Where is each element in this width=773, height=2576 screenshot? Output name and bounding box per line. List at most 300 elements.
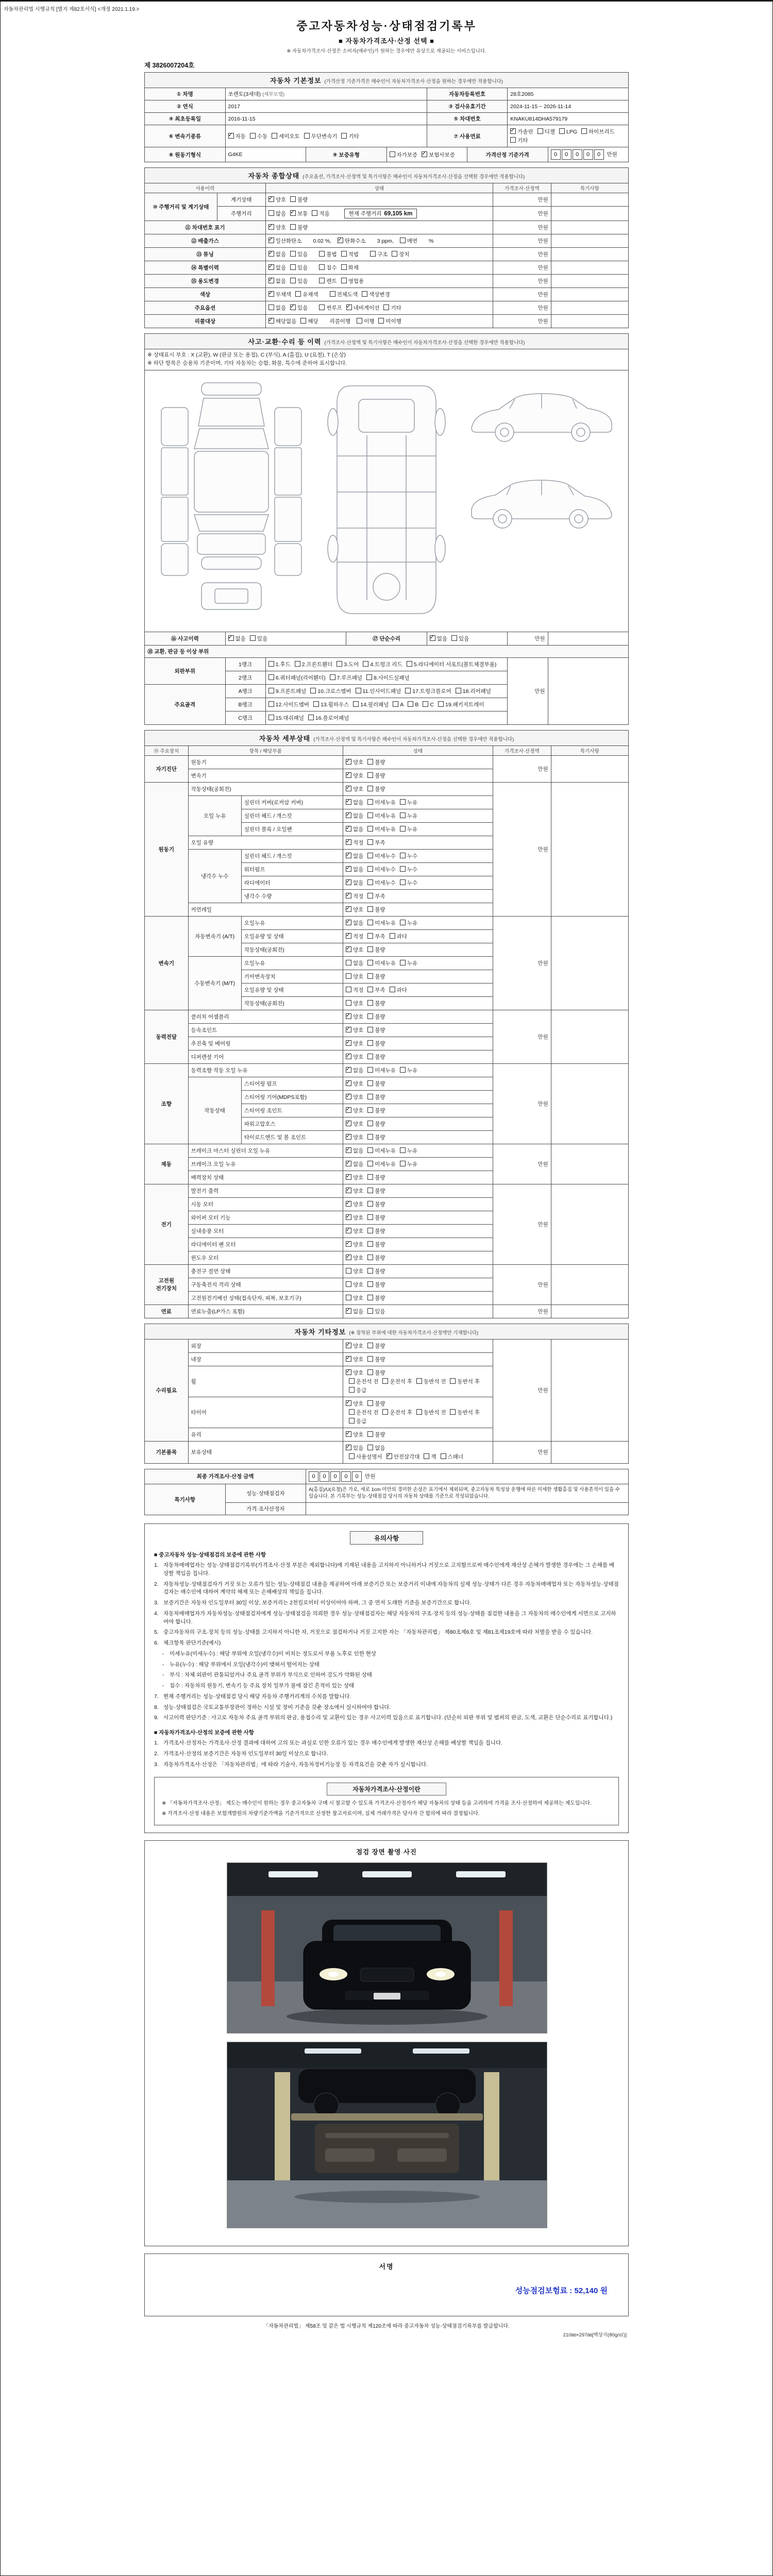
checkbox-unchecked-icon bbox=[450, 1378, 456, 1384]
option-미세누유[interactable] bbox=[367, 1147, 396, 1155]
option-가솔린[interactable] bbox=[510, 128, 533, 135]
option-사용설명서[interactable] bbox=[349, 1453, 382, 1461]
option-양호[interactable] bbox=[268, 196, 286, 204]
item-label: 브레이크 오일 누유 bbox=[188, 1157, 343, 1171]
option-불량[interactable] bbox=[367, 1133, 385, 1141]
checkbox-checked-icon bbox=[268, 224, 274, 230]
notice-item-no: - bbox=[162, 1650, 164, 1657]
price-appraisal-info-line: ※ 「자동차가격조사·산정」 제도는 매수인이 원하는 경우 중고자동차 구매 시 참고할 수 있도록 가격조사·산정자가 해당 자동차의 상태 등을 고려하여 가격을 조사·산정하여 제공하는 제도입니다. bbox=[162, 1801, 592, 1807]
option-불량[interactable] bbox=[367, 973, 385, 980]
accident-history-label: ⑯ 사고이력 bbox=[145, 632, 226, 645]
option-불량[interactable] bbox=[367, 1187, 385, 1195]
option-누수[interactable] bbox=[400, 866, 417, 873]
checkbox-unchecked-icon bbox=[370, 251, 376, 257]
option-누유[interactable] bbox=[400, 825, 417, 833]
base-price-cell bbox=[548, 147, 629, 162]
option-없음[interactable] bbox=[268, 277, 286, 285]
option-없음[interactable] bbox=[346, 959, 363, 967]
note-cell bbox=[551, 916, 628, 1010]
option-label: 누유 bbox=[407, 826, 418, 833]
option-누유[interactable] bbox=[400, 812, 417, 820]
option-양호[interactable] bbox=[346, 1294, 363, 1302]
option-없음[interactable] bbox=[346, 1147, 363, 1155]
option-불량[interactable] bbox=[367, 1200, 385, 1208]
option-양호[interactable] bbox=[346, 1080, 363, 1088]
option-잭[interactable] bbox=[424, 1453, 436, 1461]
option-기타[interactable] bbox=[383, 304, 401, 312]
option-불량[interactable] bbox=[367, 1013, 385, 1021]
option-있음[interactable] bbox=[250, 635, 267, 642]
option-있음[interactable] bbox=[451, 635, 469, 642]
option-불량[interactable] bbox=[367, 1093, 385, 1101]
option-영업용[interactable] bbox=[341, 277, 364, 285]
checkbox-unchecked-icon bbox=[367, 1080, 373, 1086]
option-label: 부족 bbox=[375, 987, 385, 993]
option-양호[interactable] bbox=[346, 946, 363, 954]
option-불량[interactable] bbox=[367, 1254, 385, 1262]
note-cell bbox=[548, 657, 629, 724]
option-label: 2.프론트휀더 bbox=[301, 661, 333, 668]
option-안전삼각대[interactable] bbox=[386, 1453, 420, 1461]
option-양호[interactable] bbox=[346, 1267, 363, 1275]
option-불량[interactable] bbox=[367, 1267, 385, 1275]
option-label: 불량 bbox=[375, 906, 385, 913]
note-cell bbox=[551, 1304, 628, 1318]
option-색상변경[interactable] bbox=[362, 291, 390, 298]
option-불량[interactable] bbox=[367, 1080, 385, 1088]
option-없음[interactable] bbox=[346, 812, 363, 820]
option-없음[interactable] bbox=[346, 825, 363, 833]
option-미세누수[interactable] bbox=[367, 866, 396, 873]
option-적법[interactable] bbox=[341, 250, 359, 258]
option-불량[interactable] bbox=[367, 1053, 385, 1061]
option-없음[interactable] bbox=[346, 799, 363, 806]
option-양호[interactable] bbox=[346, 999, 363, 1007]
checkbox-checked-icon bbox=[346, 879, 351, 885]
option-불량[interactable] bbox=[367, 1294, 385, 1302]
car-diagram-underbody-frame bbox=[320, 379, 453, 623]
option-자가보증[interactable] bbox=[390, 151, 418, 159]
option-불량[interactable] bbox=[367, 1241, 385, 1248]
item-state bbox=[343, 1224, 493, 1238]
option-양호[interactable] bbox=[346, 1369, 363, 1377]
option-적정[interactable] bbox=[346, 839, 363, 846]
option-침수[interactable] bbox=[319, 264, 337, 272]
option-기타[interactable] bbox=[341, 132, 359, 140]
checkbox-unchecked-icon bbox=[400, 799, 406, 805]
price-digit: 0 bbox=[583, 149, 593, 160]
option-부족[interactable] bbox=[367, 986, 385, 994]
option-없음[interactable] bbox=[346, 852, 363, 860]
option-탄화수소[interactable] bbox=[338, 237, 366, 245]
option-적음[interactable] bbox=[312, 210, 329, 217]
option-불량[interactable] bbox=[367, 1040, 385, 1047]
option-양호[interactable] bbox=[346, 772, 363, 779]
option-양호[interactable] bbox=[346, 973, 363, 980]
option-불량[interactable] bbox=[367, 1120, 385, 1128]
option-이행[interactable] bbox=[357, 317, 374, 325]
option-없음[interactable] bbox=[346, 866, 363, 873]
option-label: 불량 bbox=[375, 1121, 385, 1127]
rank-items bbox=[265, 698, 508, 711]
option-불량[interactable] bbox=[367, 1281, 385, 1289]
option-양호[interactable] bbox=[346, 1026, 363, 1034]
notice-item bbox=[154, 1671, 619, 1680]
detail-row bbox=[145, 755, 629, 769]
option-미세누수[interactable] bbox=[367, 879, 396, 887]
detail-row bbox=[145, 1010, 629, 1023]
section-header-overall bbox=[145, 168, 629, 183]
option-양호[interactable] bbox=[346, 1281, 363, 1289]
option-적정[interactable] bbox=[346, 892, 363, 900]
checkbox-unchecked-icon bbox=[341, 251, 347, 257]
option-12.사이드멤버[interactable] bbox=[268, 701, 309, 708]
option-A[interactable] bbox=[393, 701, 404, 708]
option-미이행[interactable] bbox=[378, 317, 401, 325]
option-누유[interactable] bbox=[400, 919, 417, 927]
row-label: ⑮ 용도변경 bbox=[145, 275, 266, 288]
option-label: 없음 bbox=[275, 278, 287, 284]
option-미세누유[interactable] bbox=[367, 812, 396, 820]
item-state bbox=[343, 1130, 493, 1144]
option-양호[interactable] bbox=[346, 906, 363, 913]
field-label-engine: ⑧ 원동기형식 bbox=[145, 147, 226, 162]
checkbox-checked-icon bbox=[268, 238, 274, 243]
option-양호[interactable] bbox=[346, 1107, 363, 1114]
option-있음[interactable] bbox=[290, 277, 308, 285]
item-label: 구동축전지 격리 상태 bbox=[188, 1278, 343, 1291]
checkbox-checked-icon bbox=[346, 933, 351, 939]
option-썬루프[interactable] bbox=[319, 304, 342, 312]
option-label: 양호 bbox=[352, 1255, 364, 1261]
lift-post-right bbox=[499, 1910, 513, 2006]
option-1.후드[interactable] bbox=[268, 660, 291, 668]
option-불량[interactable] bbox=[367, 1355, 385, 1363]
option-불량[interactable] bbox=[367, 1342, 385, 1350]
option-있음[interactable] bbox=[290, 304, 308, 312]
option-디젤[interactable] bbox=[537, 128, 555, 135]
option-11.인사이드패널[interactable] bbox=[356, 687, 401, 695]
option-label: 양호 bbox=[352, 1000, 364, 1007]
option-9.프론트패널[interactable] bbox=[268, 687, 306, 695]
checkbox-unchecked-icon bbox=[450, 1409, 456, 1415]
option-누유[interactable] bbox=[400, 1066, 417, 1074]
option-label: 없음 bbox=[352, 1147, 364, 1154]
option-불량[interactable] bbox=[367, 1227, 385, 1235]
option-17.트렁크플로어[interactable] bbox=[405, 687, 451, 695]
option-B[interactable] bbox=[408, 701, 418, 708]
option-누수[interactable] bbox=[400, 879, 417, 887]
option-8.사이드실패널[interactable] bbox=[366, 674, 410, 682]
option-없음[interactable] bbox=[268, 304, 286, 312]
option-양호[interactable] bbox=[346, 1093, 363, 1101]
option-6.쿼터패널(리어휀더)[interactable] bbox=[268, 674, 326, 682]
option-양호[interactable] bbox=[346, 1120, 363, 1128]
option-16.플로어패널[interactable] bbox=[308, 714, 349, 722]
option-있음[interactable] bbox=[367, 1308, 385, 1315]
price-digit: 0 bbox=[573, 149, 582, 160]
overall-row bbox=[145, 275, 629, 288]
option-응급[interactable] bbox=[349, 1386, 366, 1394]
option-응급[interactable] bbox=[349, 1417, 366, 1425]
option-화재[interactable] bbox=[341, 264, 359, 272]
detail-row bbox=[145, 1144, 629, 1157]
option-무단변속기[interactable] bbox=[304, 132, 338, 140]
option-누유[interactable] bbox=[400, 1160, 417, 1168]
option-자동[interactable] bbox=[228, 132, 246, 140]
option-불량[interactable] bbox=[367, 785, 385, 793]
option-양호[interactable] bbox=[346, 1133, 363, 1141]
option-5.라디에이터 서포트(볼트체결부품)[interactable] bbox=[407, 660, 497, 668]
option-LPG[interactable] bbox=[559, 128, 577, 135]
option-누유[interactable] bbox=[400, 959, 417, 967]
option-양호[interactable] bbox=[346, 1342, 363, 1350]
option-해당없음[interactable] bbox=[268, 317, 297, 325]
option-적정[interactable] bbox=[346, 986, 363, 994]
option-미세누수[interactable] bbox=[367, 852, 396, 860]
option-양호[interactable] bbox=[346, 1200, 363, 1208]
option-적정[interactable] bbox=[346, 933, 363, 940]
option-불량[interactable] bbox=[367, 1174, 385, 1181]
checkbox-unchecked-icon bbox=[408, 701, 413, 707]
notice-item-text: 현재 주행거리는 성능·상태점검 당시 해당 자동차 주행거리계의 수치를 말합니다. bbox=[163, 1693, 351, 1700]
option-미세누유[interactable] bbox=[367, 825, 396, 833]
option-불량[interactable] bbox=[367, 772, 385, 779]
option-없음[interactable] bbox=[346, 1160, 363, 1168]
row-state bbox=[265, 221, 493, 234]
item-label: 냉각수 수량 bbox=[241, 889, 343, 903]
option-부족[interactable] bbox=[367, 892, 385, 900]
option-양호[interactable] bbox=[346, 1013, 363, 1021]
option-양호[interactable] bbox=[346, 1227, 363, 1235]
price-cell: 만원 bbox=[493, 234, 551, 248]
option-label: 적정 bbox=[352, 893, 364, 900]
option-없음[interactable] bbox=[367, 1444, 385, 1452]
option-운전석 전[interactable] bbox=[349, 1378, 379, 1385]
option-불량[interactable] bbox=[367, 1107, 385, 1114]
option-3.도어[interactable] bbox=[337, 660, 359, 668]
checkbox-unchecked-icon bbox=[367, 1121, 373, 1126]
option-불법[interactable] bbox=[319, 250, 337, 258]
option-label: 기타 bbox=[517, 138, 528, 144]
option-없음[interactable] bbox=[346, 919, 363, 927]
checkbox-unchecked-icon bbox=[400, 960, 406, 965]
option-양호[interactable] bbox=[346, 1174, 363, 1181]
option-불량[interactable] bbox=[367, 1026, 385, 1034]
option-불량[interactable] bbox=[367, 999, 385, 1007]
option-누유[interactable] bbox=[400, 799, 417, 806]
accident-table bbox=[144, 333, 629, 725]
option-10.크로스멤버[interactable] bbox=[310, 687, 351, 695]
option-양호[interactable] bbox=[346, 785, 363, 793]
option-전체도색[interactable] bbox=[330, 291, 358, 298]
checkbox-unchecked-icon bbox=[367, 1094, 373, 1099]
option-label: 19.패키지트레이 bbox=[445, 701, 484, 708]
option-group bbox=[268, 303, 312, 312]
option-운전석 후[interactable] bbox=[382, 1409, 412, 1416]
option-group bbox=[319, 250, 363, 259]
checkbox-unchecked-icon bbox=[390, 933, 395, 939]
option-구조[interactable] bbox=[370, 250, 388, 258]
note-cell bbox=[551, 782, 628, 916]
option-동반석 후[interactable] bbox=[450, 1378, 480, 1385]
checkbox-checked-icon bbox=[268, 278, 274, 283]
exchange-section-label: ⑱ 교환, 판금 등 이상 부위 bbox=[145, 645, 629, 657]
option-양호[interactable] bbox=[346, 1053, 363, 1061]
item-state bbox=[343, 1077, 493, 1090]
option-양호[interactable] bbox=[268, 224, 286, 231]
option-동반석 전[interactable] bbox=[416, 1378, 446, 1385]
option-양호[interactable] bbox=[346, 1355, 363, 1363]
checkbox-checked-icon bbox=[386, 1453, 392, 1459]
option-불량[interactable] bbox=[367, 1431, 385, 1438]
option-하이브리드[interactable] bbox=[581, 128, 615, 135]
option-장치[interactable] bbox=[392, 250, 409, 258]
option-없음[interactable] bbox=[346, 1066, 363, 1074]
checkbox-unchecked-icon bbox=[367, 920, 373, 925]
option-없음[interactable] bbox=[430, 635, 447, 642]
checkbox-unchecked-icon bbox=[346, 1000, 351, 1006]
exhaust-line bbox=[325, 2133, 449, 2138]
item-label: 실린더 블록 / 오일팬 bbox=[241, 822, 343, 836]
option-매연[interactable] bbox=[400, 237, 417, 245]
option-부족[interactable] bbox=[367, 839, 385, 846]
checkbox-unchecked-icon bbox=[390, 987, 395, 992]
option-동반석 후[interactable] bbox=[450, 1409, 480, 1416]
device-label: 자기진단 bbox=[145, 755, 189, 782]
option-18.리어패널[interactable] bbox=[456, 687, 491, 695]
option-미세누유[interactable] bbox=[367, 959, 396, 967]
option-없음[interactable] bbox=[268, 250, 286, 258]
option-무채색[interactable] bbox=[268, 291, 291, 298]
option-label: 불량 bbox=[375, 1228, 385, 1234]
option-4.트렁크 리드[interactable] bbox=[363, 660, 402, 668]
notice-item-text: 누유(누수) : 해당 부위에서 오일(냉각수)이 맺혀서 떨어지는 상태 bbox=[170, 1661, 320, 1668]
option-불량[interactable] bbox=[367, 906, 385, 913]
checkbox-checked-icon bbox=[346, 1188, 351, 1193]
checkbox-checked-icon bbox=[346, 786, 351, 791]
option-네비게이션[interactable] bbox=[346, 304, 380, 312]
option-label: 양호 bbox=[352, 1214, 364, 1221]
option-동반석 전[interactable] bbox=[416, 1409, 446, 1416]
option-14.필러패널[interactable] bbox=[353, 701, 389, 708]
option-있음[interactable] bbox=[290, 264, 308, 272]
option-19.패키지트레이[interactable] bbox=[438, 701, 484, 708]
notice-item-no: 3. bbox=[154, 1600, 159, 1606]
option-없음[interactable] bbox=[346, 879, 363, 887]
option-누유[interactable] bbox=[400, 1147, 417, 1155]
option-group bbox=[338, 236, 370, 245]
notice-item bbox=[154, 1693, 619, 1701]
option-없음[interactable] bbox=[268, 264, 286, 272]
option-불량[interactable] bbox=[367, 946, 385, 954]
option-일산화탄소[interactable] bbox=[268, 237, 302, 245]
rank-label: C랭크 bbox=[225, 711, 265, 724]
option-스패너[interactable] bbox=[441, 1453, 463, 1461]
option-2.프론트휀더[interactable] bbox=[295, 660, 332, 668]
option-해당[interactable] bbox=[300, 317, 318, 325]
notice-item-no: 2. bbox=[154, 1581, 159, 1587]
option-불량[interactable] bbox=[367, 758, 385, 766]
option-불량[interactable] bbox=[290, 196, 308, 204]
option-있음[interactable] bbox=[346, 1444, 363, 1452]
option-불량[interactable] bbox=[367, 1400, 385, 1408]
device-label: 연료 bbox=[145, 1304, 189, 1318]
option-15.대쉬패널[interactable] bbox=[268, 714, 304, 722]
option-있음[interactable] bbox=[290, 250, 308, 258]
option-운전석 전[interactable] bbox=[349, 1409, 379, 1416]
option-세미오토[interactable] bbox=[272, 132, 300, 140]
rank-label: B랭크 bbox=[225, 698, 265, 711]
option-C[interactable] bbox=[423, 701, 434, 708]
checkbox-unchecked-icon bbox=[367, 1134, 373, 1140]
option-부족[interactable] bbox=[367, 933, 385, 940]
checkbox-unchecked-icon bbox=[366, 674, 372, 680]
option-양호[interactable] bbox=[346, 1241, 363, 1248]
option-양호[interactable] bbox=[346, 1254, 363, 1262]
option-양호[interactable] bbox=[346, 1431, 363, 1438]
checkbox-checked-icon bbox=[346, 1121, 351, 1126]
option-미세누유[interactable] bbox=[367, 1160, 396, 1168]
option-운전석 후[interactable] bbox=[382, 1378, 412, 1385]
option-13.휠하우스[interactable] bbox=[313, 701, 349, 708]
option-없음[interactable] bbox=[228, 635, 246, 642]
price-digit: 0 bbox=[320, 1471, 329, 1482]
item-state bbox=[343, 1037, 493, 1050]
base-price-digits bbox=[551, 151, 605, 158]
checkbox-unchecked-icon bbox=[400, 812, 406, 818]
item-label: 파워고압호스 bbox=[241, 1117, 343, 1130]
notice-item-text: 성능·상태점검은 국토교통부장관이 정하는 시설 및 장비 기준을 갖춘 장소에서 실시하여야 합니다. bbox=[163, 1704, 391, 1710]
option-양호[interactable] bbox=[346, 758, 363, 766]
option-label: 부족 bbox=[375, 933, 385, 940]
option-미세누유[interactable] bbox=[367, 919, 396, 927]
checkbox-unchecked-icon bbox=[367, 879, 373, 885]
overall-col-item: 사용이력 bbox=[145, 183, 266, 193]
option-없음[interactable] bbox=[346, 1308, 363, 1315]
option-보험사보증[interactable] bbox=[422, 151, 455, 159]
checkbox-unchecked-icon bbox=[367, 786, 373, 791]
option-과다[interactable] bbox=[390, 933, 407, 940]
option-양호[interactable] bbox=[346, 1400, 363, 1408]
checkbox-unchecked-icon bbox=[319, 278, 325, 283]
option-보통[interactable] bbox=[290, 210, 308, 217]
option-label: 부족 bbox=[375, 839, 385, 846]
section-title-other: 자동차 기타정보 bbox=[294, 1328, 346, 1336]
option-양호[interactable] bbox=[346, 1214, 363, 1222]
option-기타[interactable] bbox=[510, 137, 528, 144]
option-양호[interactable] bbox=[346, 1040, 363, 1047]
option-7.루프패널[interactable] bbox=[330, 674, 362, 682]
option-group bbox=[357, 317, 406, 326]
option-미세누유[interactable] bbox=[367, 799, 396, 806]
option-렌트[interactable] bbox=[319, 277, 337, 285]
option-누수[interactable] bbox=[400, 852, 417, 860]
option-유채색[interactable] bbox=[295, 291, 318, 298]
option-불량[interactable] bbox=[367, 1214, 385, 1222]
item-state bbox=[343, 1366, 493, 1397]
option-수동[interactable] bbox=[250, 132, 267, 140]
option-미세누유[interactable] bbox=[367, 1066, 396, 1074]
option-불량[interactable] bbox=[367, 1369, 385, 1377]
option-양호[interactable] bbox=[346, 1187, 363, 1195]
option-과다[interactable] bbox=[390, 986, 407, 994]
option-label: 부족 bbox=[375, 893, 385, 900]
option-많음[interactable] bbox=[268, 210, 286, 217]
option-label: 수동 bbox=[257, 133, 268, 140]
option-불량[interactable] bbox=[290, 224, 308, 231]
notice-item-no: - bbox=[162, 1661, 164, 1668]
